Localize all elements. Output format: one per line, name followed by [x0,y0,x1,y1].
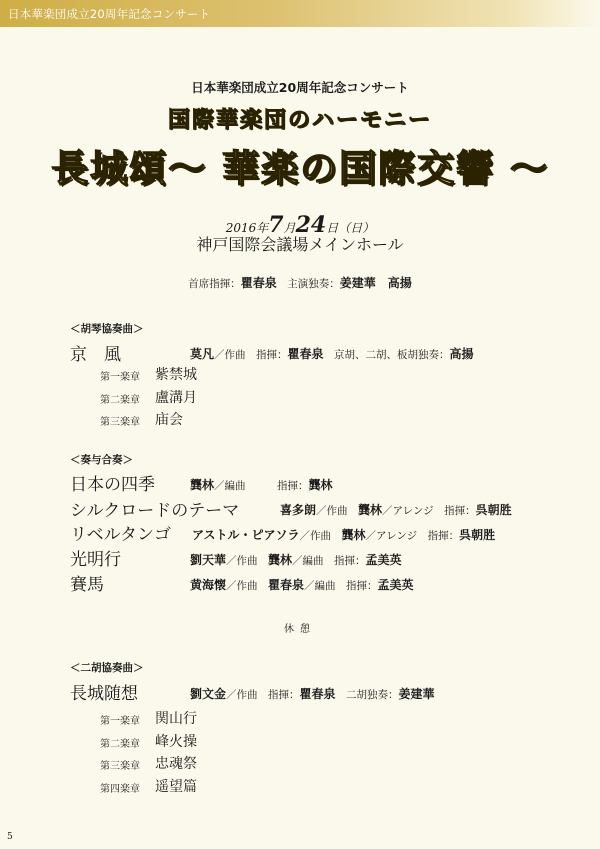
credit-name: 劉文金 [190,687,227,701]
movement-name: 関山行 [155,711,197,727]
movement-name: 庙会 [155,412,183,428]
credit-role: ／アレンジ [382,505,434,517]
credit-role: ／作曲 [226,555,258,567]
credit-name: 呉朝胜 [459,528,496,542]
section-heading: ＜奏与合奏＞ [70,454,133,466]
credit-role: ／編曲 [292,555,324,567]
work-title: 日本の四季 [70,475,155,495]
credit-name: 龔林 [308,478,333,492]
work-title: リベルタンゴ [70,525,171,545]
date-nen: 年 [256,221,269,235]
credit-role: 指揮： [268,689,300,701]
credit-name: 瞿春泉 [268,578,305,592]
credit-role: 指揮： [334,555,366,567]
movement-label: 第三楽章 [100,417,140,428]
work-credits [190,576,414,593]
credit-role: 指揮： [427,530,460,542]
credit-role: ／作曲 [226,580,258,592]
credit-role: ／作曲 [226,689,258,701]
work-title: 京 風 [70,345,121,365]
movement-label: 第二楽章 [100,395,140,406]
date-tsuki: 月 [283,221,296,235]
movement-label: 第二楽章 [100,739,140,750]
movement-name: 盧溝月 [155,390,197,406]
credit-name: 瞿春泉 [299,687,336,701]
movement-label: 第三楽章 [100,761,140,772]
page-number: 5 [7,832,13,842]
work-title: シルクロードのテーマ [70,501,240,521]
work-credits [192,526,495,543]
work-credits [190,551,402,568]
movement-name: 忠魂祭 [155,756,197,772]
credit-name: 孟美英 [365,553,402,567]
credit-name: 呉朝胜 [475,503,512,517]
credit-soloists: 姜建華 高揚 [339,276,412,290]
title-line-1: 国際華楽団のハーモニー [167,107,432,133]
credit-name: 黄海懐 [190,578,227,592]
credit-name: 瞿春泉 [287,347,324,361]
work-title: 賽馬 [70,575,104,595]
header-bar [0,0,600,27]
credit-label: 主演独奏： [287,278,340,290]
section-heading: ＜胡琴協奏曲＞ [70,323,144,335]
credit-role: ／アレンジ [365,530,418,542]
movement-label: 第四楽章 [100,784,140,795]
credit-name: 姜建華 [398,687,435,701]
concert-subtitle: 日本華楽団成立20周年記念コンサート [191,80,409,95]
credit-label: 首席指揮： [188,278,241,290]
work-title: 光明行 [70,550,121,570]
credit-name: 龔林 [190,478,215,492]
credit-name: 高揚 [449,347,474,361]
date-month: 7 [268,212,284,238]
work-credits [190,345,474,362]
credit-role: ／作曲 指揮： [214,349,288,361]
credit-role: ／編曲 [304,580,336,592]
section-heading: ＜二胡協奏曲＞ [70,662,144,674]
credit-name: アストル・ピアソラ [192,528,300,542]
credit-name: 莫凡 [190,347,215,361]
intermission: 休憩 [284,624,316,635]
credit-role: 指揮： [277,480,309,492]
credit-name: 龔林 [358,503,383,517]
work-credits [280,501,512,518]
credit-name: 劉天華 [190,553,227,567]
work-title: 長城随想 [70,684,138,704]
movement-label: 第一楽章 [100,716,140,727]
date-day: 24 [295,212,327,238]
movement-label: 第一楽章 [100,372,140,383]
credit-name: 孟美英 [377,578,414,592]
credit-role: 指揮： [346,580,378,592]
running-title: 日本華楽団成立20周年記念コンサート [8,7,211,21]
credit-role: 京胡、二胡、板胡独奏： [323,349,450,361]
credit-role: ／作曲 [299,530,332,542]
date-year: 2016 [225,221,257,235]
credit-role: ／作曲 [316,505,348,517]
title-line-2: 長城頌～ 華楽の国際交響 ～ [51,146,549,190]
credit-name: 龔林 [341,528,366,542]
movement-name: 遥望篇 [155,779,197,795]
work-credits [190,476,333,493]
credit-role: 指揮： [444,505,476,517]
date-dayword: 日 [326,221,339,235]
credit-role: ／編曲 [214,480,246,492]
credit-role: 二胡独奏： [346,689,399,701]
credit-name: 龔林 [268,553,293,567]
credit-conductor: 瞿春泉 [240,276,277,290]
work-credits [190,685,435,702]
date-weekday: （日） [338,221,375,235]
movement-name: 紫禁城 [155,367,197,383]
movement-name: 峰火操 [155,734,197,750]
credits-line [0,274,600,291]
venue: 神戸国際会議場メインホール [196,235,404,254]
credit-name: 喜多朗 [280,503,317,517]
